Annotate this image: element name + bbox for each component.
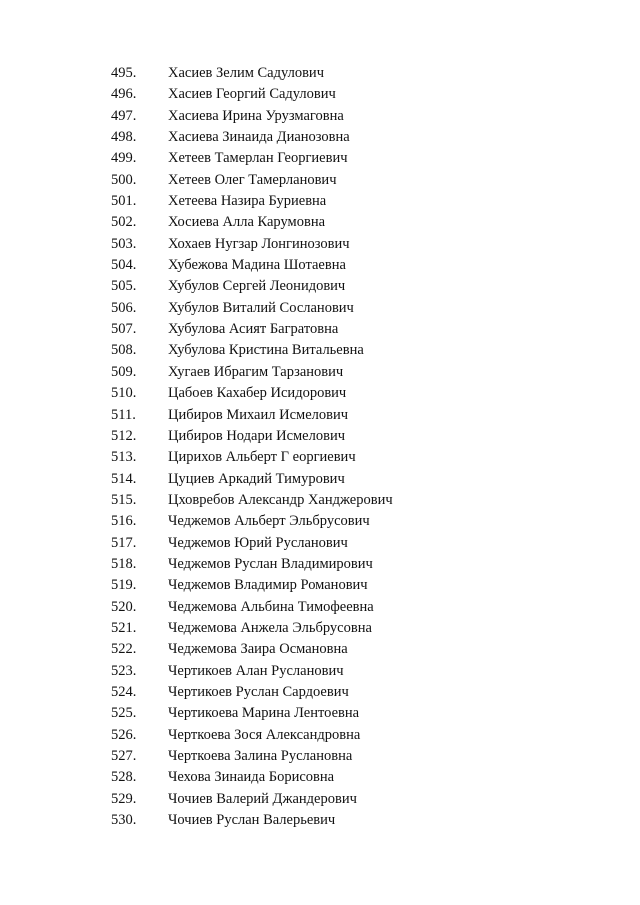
list-item [0,703,640,724]
list-item [0,618,640,639]
entry-number: 506. [111,299,137,316]
list-item [0,106,640,127]
entry-number: 527. [111,748,137,764]
list-item [0,789,640,810]
list-item [0,447,640,468]
list-item [0,511,640,532]
entry-number: 503. [111,235,137,252]
list-item [0,127,640,148]
entry-full-name: Чеджемов Альберт Эльбрусович [168,513,370,530]
entry-number: 516. [111,513,137,530]
list-item [0,362,640,383]
entry-number: 509. [111,363,137,380]
entry-full-name: Хасиев Георгий Садулович [168,86,336,103]
list-item [0,84,640,105]
entry-full-name: Цирихов Альберт Г еоргиевич [168,449,356,466]
entry-full-name: Цибиров Нодари Исмелович [168,427,345,444]
entry-full-name: Чеджемова Анжела Эльбрусовна [168,619,372,636]
entry-number: 528. [111,769,137,786]
entry-number: 530. [111,812,137,829]
entry-number: 497. [111,107,137,124]
entry-number: 523. [111,662,137,679]
list-item [0,639,640,660]
list-item [0,682,640,703]
list-item [0,383,640,404]
entry-number: 504. [111,257,137,274]
entry-number: 496. [111,86,137,103]
entry-number: 502. [111,214,137,231]
entry-number: 522. [111,641,137,658]
entry-full-name: Хетеева Назира Буриевна [168,193,327,210]
list-item [0,298,640,319]
list-item [0,255,640,276]
entry-number: 526. [111,726,137,743]
list-item [0,191,640,212]
entry-number: 514. [111,470,137,487]
entry-full-name: Хубулов Виталий Сосланович [168,299,354,316]
list-item [0,810,640,831]
list-item [0,276,640,297]
entry-full-name: Черткоева Зося Александровна [168,726,361,743]
list-item [0,554,640,575]
entry-full-name: Хетеев Тамерлан Георгиевич [168,150,348,167]
list-item [0,767,640,788]
entry-number: 495. [111,65,137,81]
entry-full-name: Хасиев Зелим Садулович [168,65,324,81]
entry-number: 518. [111,555,137,572]
entry-full-name: Чеджемов Юрий Русланович [168,534,348,551]
entry-full-name: Чеджемов Владимир Романович [168,577,368,594]
entry-full-name: Хасиева Ирина Урузмаговна [168,107,344,124]
entry-full-name: Хосиева Алла Карумовна [168,214,326,231]
entry-number: 529. [111,790,137,807]
entry-full-name: Хохаев Нугзар Лонгинозович [168,235,350,252]
entry-full-name: Черткоева Залина Руслановна [168,748,353,764]
entry-full-name: Хетеев Олег Тамерланович [168,171,337,188]
entry-full-name: Хубулова Кристина Витальевна [168,342,364,359]
entry-number: 521. [111,619,137,636]
entry-full-name: Хубулова Асият Багратовна [168,321,339,338]
entry-full-name: Чеджемов Руслан Владимирович [168,555,373,572]
entry-number: 500. [111,171,137,188]
entry-number: 513. [111,449,137,466]
list-item [0,234,640,255]
entry-full-name: Хубулов Сергей Леонидович [168,278,346,295]
list-item [0,746,640,767]
entry-number: 515. [111,491,137,508]
list-item [0,340,640,361]
entry-full-name: Чертикоева Марина Лентоевна [168,705,360,722]
entry-number: 508. [111,342,137,359]
list-item [0,725,640,746]
list-item [0,575,640,596]
list-item [0,63,640,84]
entry-full-name: Чертикоев Алан Русланович [168,662,344,679]
entry-full-name: Хугаев Ибрагим Тарзанович [168,363,344,380]
entry-full-name: Чеджемова Заира Османовна [168,641,348,658]
list-item [0,661,640,682]
list-item [0,597,640,618]
list-item [0,212,640,233]
entry-full-name: Цуциев Аркадий Тимурович [168,470,345,487]
entry-number: 498. [111,129,137,146]
entry-number: 524. [111,683,137,700]
list-item [0,469,640,490]
list-item [0,490,640,511]
list-item [0,533,640,554]
entry-full-name: Цховребов Александр Ханджерович [168,491,393,508]
entry-full-name: Цабоев Кахабер Исидорович [168,385,347,402]
entry-full-name: Чертикоев Руслан Сардоевич [168,683,349,700]
entry-number: 512. [111,427,137,444]
entry-full-name: Хубежова Мадина Шотаевна [168,257,346,274]
list-item [0,405,640,426]
entry-number: 517. [111,534,137,551]
entry-full-name: Чеджемова Альбина Тимофеевна [168,598,374,615]
list-item [0,426,640,447]
entry-number: 510. [111,385,137,402]
entry-number: 519. [111,577,137,594]
entry-full-name: Чочиев Руслан Валерьевич [168,812,336,829]
entry-number: 511. [111,406,136,423]
list-item [0,148,640,169]
entry-number: 505. [111,278,137,295]
entry-number: 501. [111,193,137,210]
name-list [0,63,640,831]
entry-number: 520. [111,598,137,615]
entry-full-name: Хасиева Зинаида Дианозовна [168,129,350,146]
list-item [0,170,640,191]
entry-full-name: Цибиров Михаил Исмелович [168,406,349,423]
entry-full-name: Чочиев Валерий Джандерович [168,790,357,807]
entry-full-name: Чехова Зинаида Борисовна [168,769,335,786]
list-item [0,319,640,340]
entry-number: 507. [111,321,137,338]
entry-number: 499. [111,150,137,167]
entry-number: 525. [111,705,137,722]
